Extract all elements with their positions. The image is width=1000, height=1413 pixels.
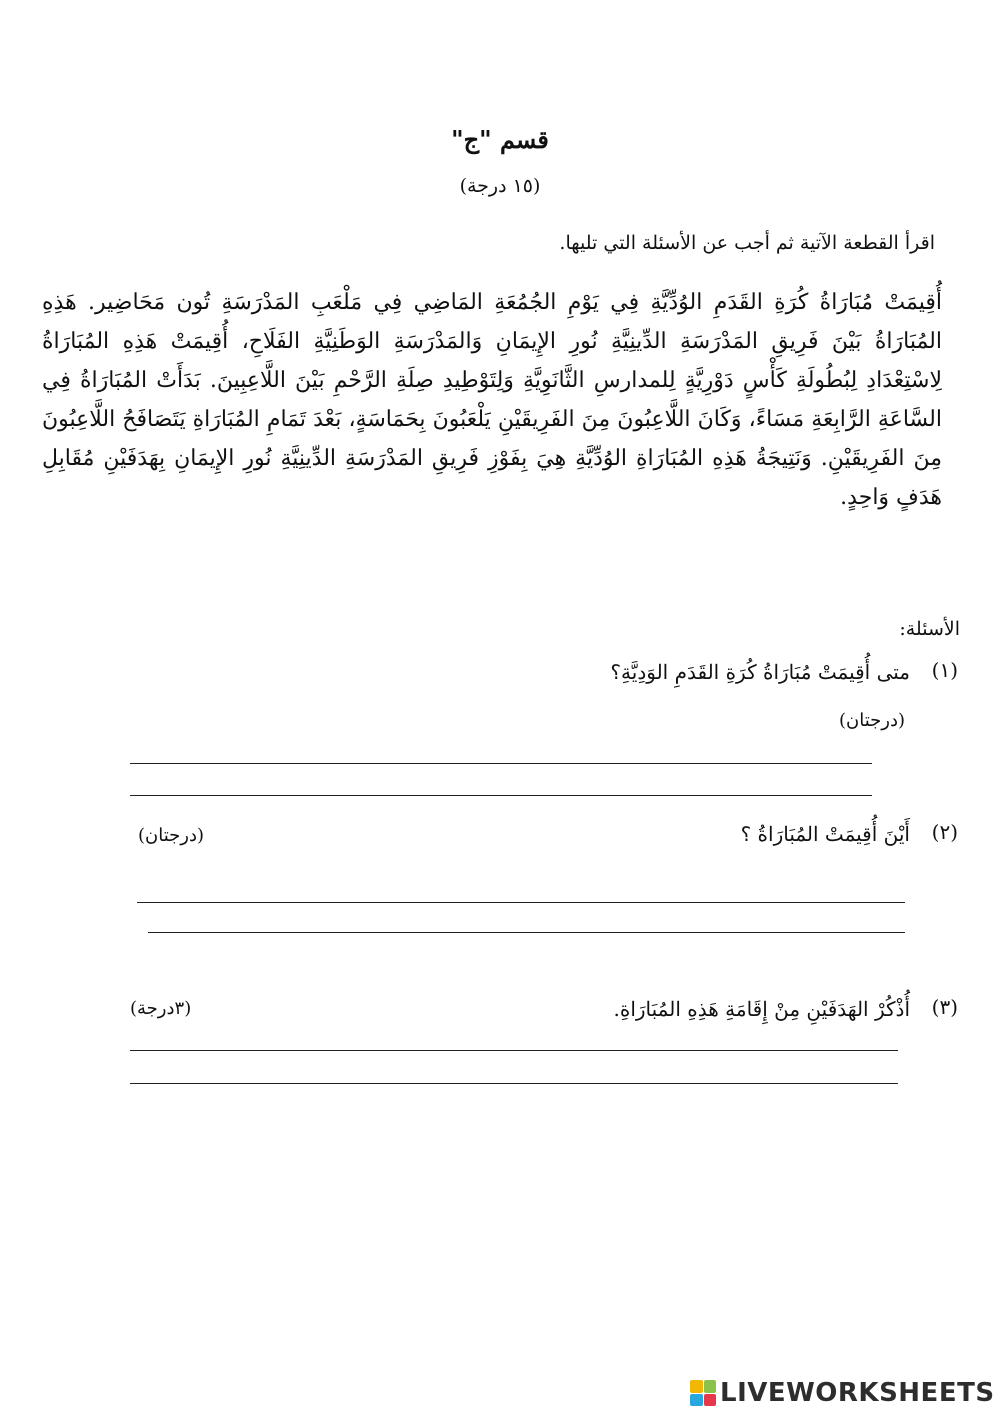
logo-square-2 (704, 1380, 717, 1393)
question-1-number: (١) (931, 658, 958, 682)
answer-line-2b[interactable] (148, 932, 905, 933)
answer-line-3b[interactable] (130, 1083, 898, 1084)
section-title: قسم "ج" (451, 125, 549, 154)
section-marks: (١٥ درجة) (459, 175, 541, 197)
logo-square-1 (690, 1380, 703, 1393)
liveworksheets-logo (690, 1378, 995, 1408)
question-2-text: أَيْنَ أُقِيمَتْ المُبَارَاةُ ؟ (740, 822, 910, 846)
question-1-text: متى أُقِيمَتْ مُبَارَاةُ كُرَةِ القَدَمِ الوَدِيَّةِ؟ (610, 660, 910, 684)
question-2-marks: (درجتان) (138, 825, 205, 846)
questions-heading: الأسئلة: (899, 618, 960, 640)
answer-line-1a[interactable] (130, 763, 872, 764)
reading-passage: أُقِيمَتْ مُبَارَاةُ كُرَةِ القَدَمِ الوُدِّيَّةِ فِي يَوْمِ الجُمُعَةِ المَاضِي فِي مَلْعَبِ المَدْرَسَةِ تُون مَحَاضِير. هَذِهِ المُبَارَاةُ بَيْنَ فَرِيقِ المَدْرَسَةِ الدِّينِيَّةِ نُورِ الإِيمَانِ وَالمَدْرَسَةِ الوَطَنِيَّةِ الفَلَاحِ، أُقِيمَتْ هَذِهِ المُبَارَاةُ لِاسْتِعْدَادِ لِبُطُولَةِ كَأْسٍ دَوْرِيَّةٍ لِلمدارسِ الثَّانَوِيَّةِ وَلِتَوْطِيدِ صِلَةِ الرَّحْمِ بَيْنَ اللَّاعِبِينَ. بَدَأَتْ المُبَارَاةُ فِي السَّاعَةِ الرَّابِعَةِ مَسَاءً، وَكَانَ اللَّاعِبُونَ مِنَ الفَرِيقَيْنِ يَلْعَبُونَ بِحَمَاسَةٍ، بَعْدَ تَمَامِ المُبَارَاةِ يَتَصَافَحُ اللَّاعِبُونَ مِنَ الفَرِيقَيْنِ. وَنَتِيجَةُ هَذِهِ المُبَارَاةِ الوُدِّيَّةِ هِيَ بِفَوْزِ فَرِيقِ المَدْرَسَةِ الدِّينِيَّةِ نُورِ الإِيمَانِ بِهَدَفَيْنِ مُقَابِلِ هَدَفٍ وَاحِدٍ. (42, 290, 943, 510)
logo-text: LIVEWORKSHEETS (720, 1378, 995, 1408)
logo-square-4 (704, 1394, 717, 1407)
question-1-marks: (درجتان) (838, 710, 905, 731)
logo-square-3 (690, 1394, 703, 1407)
question-2-number: (٢) (931, 820, 958, 844)
instruction-text: اقرأ القطعة الآتية ثم أجب عن الأسئلة التي تليها. (559, 232, 935, 254)
question-3-text: أُذْكُرْ الهَدَفَيْنِ مِنْ إِقَامَةِ هَذِهِ المُبَارَاةِ. (613, 997, 910, 1021)
answer-line-1b[interactable] (130, 795, 872, 796)
answer-line-2a[interactable] (137, 902, 905, 903)
logo-grid-icon (690, 1380, 716, 1406)
question-3-number: (٣) (931, 995, 958, 1019)
answer-line-3a[interactable] (130, 1050, 898, 1051)
question-3-marks: (٣درجة) (130, 998, 192, 1019)
